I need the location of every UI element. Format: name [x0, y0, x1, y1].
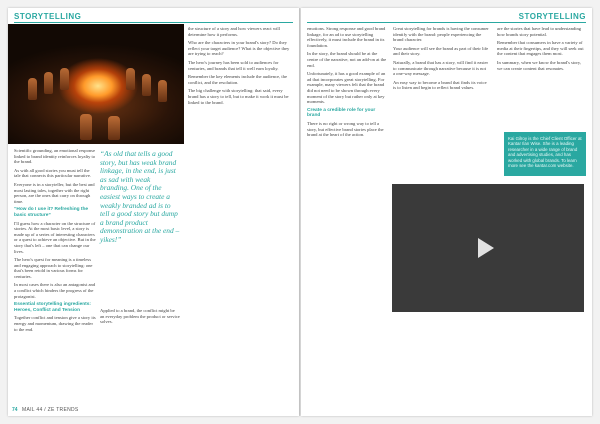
subheading: Essential storytelling ingredients: Heroes, Conflict and Tension	[14, 302, 92, 313]
paragraph: Together conflict and tension give a story its energy and momentum, drawing the reader to the end.	[14, 315, 96, 332]
play-icon[interactable]	[478, 238, 494, 258]
header-rule	[307, 22, 586, 23]
photo-person	[28, 78, 37, 100]
page-number: 74	[12, 407, 18, 413]
paragraph: There is no right or wrong way to tell a story, but effective brand stories place the brand at the heart of the action.	[307, 120, 384, 138]
paragraph: Your audience will see the brand as part of their life and their story.	[393, 45, 489, 57]
paragraph: are the stories that have lead to understanding how brands story potential.	[497, 26, 582, 37]
paragraph: Naturally, a brand that has a story, will find it easier to communicate through narrative because it is not a one-way message.	[393, 59, 489, 77]
magazine-name: MAIL 44 / ZE TRENDS	[22, 407, 79, 413]
right-column-2	[393, 26, 489, 94]
left-column-2	[100, 308, 180, 328]
paragraph: Great storytelling for brands is having the consumer identify with the brand: people experiencing the brand character.	[393, 26, 489, 43]
paragraph: The big challenge with storytelling: that said, every brand has a story to tell, but to make it work it must be linked to the brand.	[188, 88, 289, 105]
photo-person	[142, 74, 151, 96]
paragraph: The hero's quest for meaning is a timeless and engaging approach to storytelling: one that's been retold in various forms for centuries.	[14, 257, 93, 279]
author-callout-box: Kai Gilroy is the Chief Client Officer at Kantar Ilan Wise. She is a leading researcher in a wide range of brand and advertising studies, and has worked with global brands. To learn more see the kantar.com website.	[504, 132, 586, 176]
photo-person	[80, 114, 92, 140]
section-label: STORYTELLING	[14, 12, 82, 21]
paragraph: the structure of a story and how viewers react will determine how it performs.	[188, 26, 280, 37]
paragraph: The hero's journey has been sold to audiences for centuries, and brands that tell it well earn loyalty.	[188, 59, 279, 71]
subheading: Create a credible role for your brand	[307, 107, 376, 119]
campfire-photo	[8, 24, 184, 144]
paragraph: I'll guess how a character on the structure of stories. At the most basic level, a story is made up of a series of interesting characters or a quest to achieve an objective. But in the story that's left – one that can change our lives.	[14, 220, 96, 254]
pull-quote: “As old that tells a good story, but has weak brand linkage, in the end, is just as sad with weak branding. One of the easiest ways to create a weakly branded ad is to tell a good story but dump a brand product demonstration at the end – yikes!”	[100, 149, 180, 244]
paragraph: In summary, when we know the brand's story, we can create content that resonates.	[497, 59, 582, 71]
paragraph: Remember that consumers in have a variety of media at their fingertips, and they will seek out the content that engages them most.	[497, 40, 584, 57]
paragraph: Applied to a brand, the conflict might be an everyday problem the product or service solves.	[100, 308, 180, 325]
photo-person	[158, 80, 167, 102]
left-page	[8, 8, 299, 416]
paragraph: Everyone is in a storyteller, but the best and most lasting tales, together with the right person, are the ones that carry on through time.	[14, 181, 95, 204]
paragraph: In the story, the brand should be at the centre of the narrative, not an add-on at the end.	[307, 51, 387, 68]
left-column-3	[188, 26, 292, 108]
right-page	[301, 8, 592, 416]
photo-person	[108, 116, 120, 140]
video-player[interactable]	[392, 184, 584, 312]
paragraph: Who are the characters in your brand's story? Do they reflect your target audience? What is the objective they are trying to reach?	[188, 40, 290, 57]
paragraph: Remember the key elements include the audience, the conflict, and the resolution.	[188, 74, 287, 85]
photo-person	[60, 68, 69, 90]
paragraph: emotions. Strong response and good brand linkage, for an ad to use storytelling effectively, it must include the brand in its foundation.	[307, 26, 386, 48]
left-column-1	[14, 148, 96, 335]
paragraph: Scientific grounding, an emotional response linked to brand identity reinforces loyalty to the brand.	[14, 148, 96, 165]
paragraph: An easy way to become a brand that finds its voice is to listen and begin to reflect brand values.	[393, 79, 487, 91]
subheading: “How do I use it? Refreshing the basic structure”	[14, 207, 89, 218]
right-column-3	[497, 26, 585, 74]
photo-person	[44, 72, 53, 94]
section-label: STORYTELLING	[518, 12, 586, 21]
header-rule	[14, 22, 293, 23]
photo-person	[126, 68, 135, 90]
paragraph: As with all good stories you must tell the tale that connects this particular narrative.	[14, 167, 92, 179]
paragraph: Unfortunately, it has a good example of an ad that incorporates great storytelling. For example, many viewers felt that the brand did not need to be shown through every moment of the story but rather only at key moments.	[307, 71, 386, 105]
right-column-1	[307, 26, 387, 141]
paragraph: In most cases there is also an antagonist and a conflict which hinders the progress of the protagonist.	[14, 282, 96, 299]
